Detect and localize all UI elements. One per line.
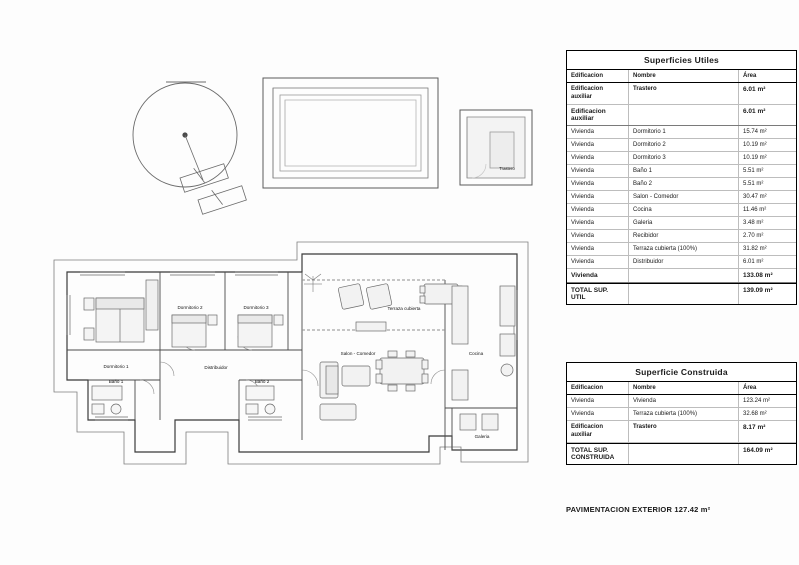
- cell-edificacion: Edificacion auxiliar: [567, 421, 629, 442]
- room-label-cocina: Cocina: [468, 351, 484, 356]
- cell-edificacion: Vivienda: [567, 408, 629, 420]
- table-row: [567, 191, 796, 204]
- cell-nombre: Baño 1: [629, 165, 739, 177]
- cell-edificacion: Vivienda: [567, 217, 629, 229]
- cell-nombre: Recibidor: [629, 230, 739, 242]
- table-row: [567, 408, 796, 421]
- cell-area: 31.82 m²: [743, 246, 767, 252]
- cell-edificacion: Vivienda: [567, 395, 629, 407]
- cell-nombre: [629, 284, 739, 304]
- cell-nombre: Distribuidor: [629, 256, 739, 268]
- table-row: [567, 152, 796, 165]
- table-title-utiles: Superficies Utiles: [567, 51, 796, 70]
- table-row: [567, 256, 796, 269]
- room-label-terraza-cubierta: Terraza cubierta: [387, 306, 421, 311]
- cell-nombre: Dormitorio 1: [629, 126, 739, 138]
- table-header-construida: [567, 382, 796, 395]
- table-row: [567, 217, 796, 230]
- cell-nombre: Trastero: [629, 83, 739, 104]
- cell-edificacion: Vivienda: [567, 269, 629, 282]
- cell-edificacion: Vivienda: [567, 204, 629, 216]
- room-label-trastero: Trastero: [499, 166, 515, 171]
- cell-area: 5.51 m²: [743, 168, 764, 174]
- cell-edificacion: TOTAL SUP. UTIL: [567, 284, 629, 304]
- pavimentacion-exterior-note: PAVIMENTACION EXTERIOR 127.42 m²: [566, 505, 711, 514]
- header-area: Área: [743, 385, 757, 391]
- cell-area: 8.17 m²: [743, 424, 766, 431]
- cell-area: 6.01 m²: [743, 86, 766, 93]
- room-label-dormitorio-1: Dormitorio 1: [103, 364, 129, 369]
- table-row: [567, 83, 796, 105]
- cell-nombre: Galeria: [629, 217, 739, 229]
- room-label-galeria: Galeria: [474, 434, 490, 439]
- cell-nombre: [629, 444, 739, 464]
- cell-nombre: Terraza cubierta (100%): [629, 243, 739, 255]
- cell-nombre: Baño 2: [629, 178, 739, 190]
- cell-nombre: Dormitorio 2: [629, 139, 739, 151]
- header-edificacion: Edificacion: [567, 382, 629, 394]
- header-nombre: Nombre: [629, 382, 739, 394]
- room-label-distribuidor: Distribuidor: [204, 365, 228, 370]
- cell-edificacion: Edificacion auxiliar: [567, 83, 629, 104]
- cell-nombre: Cocina: [629, 204, 739, 216]
- cell-area: 10.19 m²: [743, 155, 767, 161]
- cell-area: 133.08 m²: [743, 272, 773, 279]
- cell-edificacion: Vivienda: [567, 165, 629, 177]
- table-row: [567, 269, 796, 283]
- header-edificacion: Edificacion: [567, 70, 629, 82]
- floor-plan: [20, 40, 550, 530]
- cell-edificacion: Vivienda: [567, 243, 629, 255]
- cell-edificacion: Vivienda: [567, 191, 629, 203]
- cell-edificacion: Vivienda: [567, 152, 629, 164]
- table-title-construida: Superficie Construida: [567, 363, 796, 382]
- cell-area: 139.09 m²: [743, 287, 773, 294]
- cell-area: 123.24 m²: [743, 398, 771, 404]
- table-row: [567, 243, 796, 256]
- cell-nombre: Vivienda: [629, 395, 739, 407]
- cell-area: 164.09 m²: [743, 447, 773, 454]
- cell-area: 30.47 m²: [743, 194, 767, 200]
- room-label-bano-2: Baño 2: [254, 379, 270, 384]
- table-row: [567, 126, 796, 139]
- room-label-dormitorio-3: Dormitorio 3: [243, 305, 269, 310]
- table-row: [567, 421, 796, 443]
- table-row: [567, 105, 796, 126]
- table-superficies-utiles: [566, 50, 797, 305]
- cell-nombre: Trastero: [629, 421, 739, 442]
- table-row: [567, 178, 796, 191]
- cell-edificacion: Edificacion auxiliar: [567, 105, 629, 125]
- cell-area: 32.68 m²: [743, 411, 767, 417]
- table-row: [567, 283, 796, 304]
- cell-edificacion: Vivienda: [567, 256, 629, 268]
- table-row: [567, 139, 796, 152]
- cell-edificacion: TOTAL SUP. CONSTRUIDA: [567, 444, 629, 464]
- cell-area: 5.51 m²: [743, 181, 764, 187]
- cell-area: 6.01 m²: [743, 259, 764, 265]
- table-row: [567, 204, 796, 217]
- cell-edificacion: Vivienda: [567, 178, 629, 190]
- table-row: [567, 230, 796, 243]
- cell-nombre: [629, 105, 739, 125]
- cell-area: 15.74 m²: [743, 129, 767, 135]
- cell-edificacion: Vivienda: [567, 139, 629, 151]
- table-header-utiles: [567, 70, 796, 83]
- table-row: [567, 443, 796, 464]
- cell-area: 6.01 m²: [743, 108, 766, 115]
- cell-edificacion: Vivienda: [567, 126, 629, 138]
- cell-area: 3.48 m²: [743, 220, 764, 226]
- header-area: Área: [743, 73, 757, 79]
- room-label-salon-comedor: Salon - Comedor: [340, 351, 376, 356]
- table-superficie-construida: [566, 362, 797, 465]
- cell-edificacion: Vivienda: [567, 230, 629, 242]
- cell-nombre: Salon - Comedor: [629, 191, 739, 203]
- cell-nombre: Dormitorio 3: [629, 152, 739, 164]
- cell-nombre: Terraza cubierta (100%): [629, 408, 739, 420]
- cell-area: 10.19 m²: [743, 142, 767, 148]
- table-row: [567, 395, 796, 408]
- cell-nombre: [629, 269, 739, 282]
- cell-area: 11.46 m²: [743, 207, 767, 213]
- header-nombre: Nombre: [629, 70, 739, 82]
- cell-area: 2.70 m²: [743, 233, 764, 239]
- table-row: [567, 165, 796, 178]
- room-label-bano-1: Baño 1: [108, 379, 124, 384]
- room-label-dormitorio-2: Dormitorio 2: [177, 305, 203, 310]
